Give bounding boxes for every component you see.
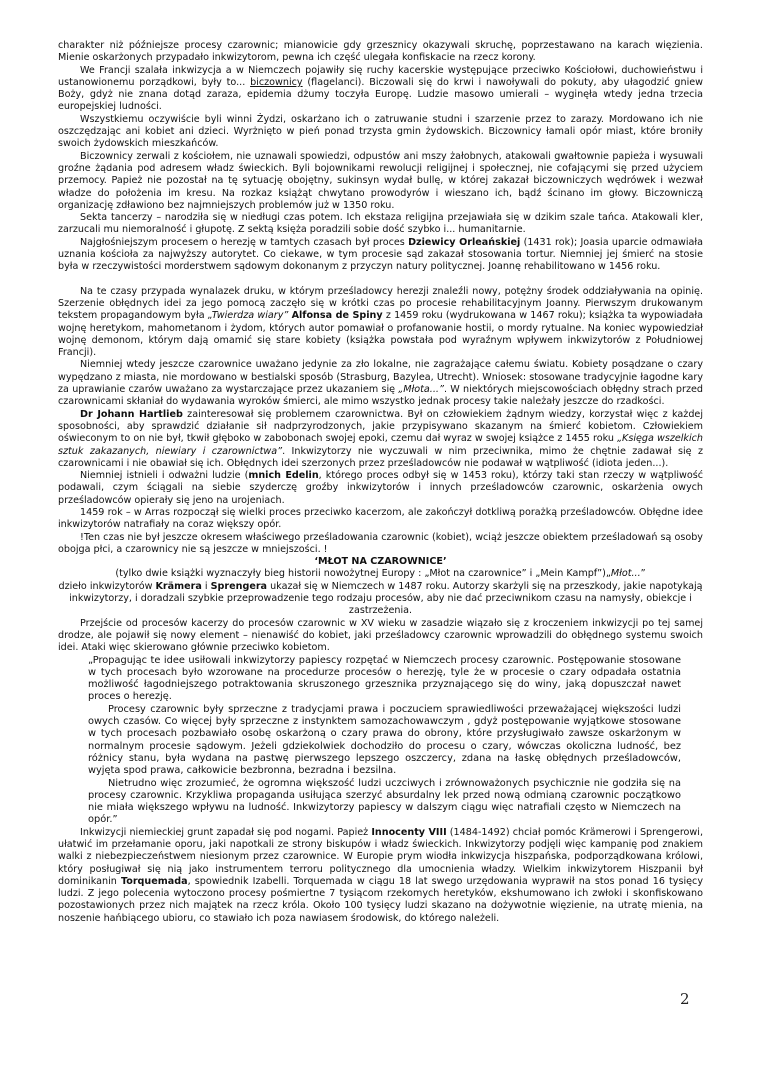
text-run: Wszystkiemu oczywiście byli winni Żydzi, oskarżano ich o zatruwanie studni i szarzenie przez to zarazy. Mordowano ich nie oszczędzając ani kobiet ani dzieci. Wyrżnięto w pień ponad trzysta gmin żydowskich. Biczownicy łamali opór miast, które broniły swoich żydowskich mieszkańców. (58, 113, 703, 150)
paragraph (58, 151, 703, 212)
paragraph (88, 778, 681, 827)
paragraph (58, 409, 703, 470)
text-run: Sekta tancerzy – narodziła się w niedługi czas potem. Ich ekstaza religijna przejawiała się w dzikim szale tańca. Atakowali kler, zarzucali mu niemoralność i głupotę. Z sektą księża poradzili sobie dość szybko i... humanitarnie. (58, 212, 703, 236)
text-run: dzieło inkwizytorów (58, 580, 156, 592)
bold-text: Sprengera (210, 580, 268, 592)
text-run: (1484-1492) chciał pomóc Krämerowi i Sprengerowi, ułatwić im przełamanie oporu, jaki napotkali ze strony biskupów i władz świeckich. Inkwizytorzy podjęli więc kampanię pod znakiem walki z niebezpieczeństwem niesionym przez czarownice. W Europie prym wiodła inkwizycja hiszpańska, podporządkowana królowi, który posługiwał się nią jako instrumentem terroru politycznego dla umocnienia władzy. Wielkim inkwizytorem Hiszpanii był dominikanin (58, 826, 703, 887)
text-run: Procesy czarownic były sprzeczne z tradycjami prawa i poczuciem sprawiedliwości przeważającej większości ludzi owych czasów. Co więcej były sprzeczne z instynktem samozachowawczym , gdyż postępowanie wyjątkowe stosowane w tych procesach pozbawiało osobę oskarżoną o czary prawa do obrony, które przysługiwało zawsze oskarżonym w normalnym procesie sądowym. Jeżeli gdziekolwiek dochodziło do procesu o czary, wówczas okoliczna ludność, bez różnicy stanu, była wydana na pastwę pierwszego lepszego oszczercy, zdana na łaskę obłędnych prześladowców, wyjęta spod prawa, całkowicie bezbronna, bezradna i bezsilna. (88, 703, 681, 777)
italic-text: Młot... (610, 568, 641, 580)
paragraph (58, 568, 703, 580)
bold-text: mnich Edelin (248, 470, 319, 482)
bold-text: ‘MŁOT NA CZAROWNICE’ (314, 556, 447, 568)
text-run: (1431 rok); Joasia uparcie odmawiała uznania kościoła za najwyższy autorytet. Co ciekawe, w tym procesie sąd zakazał stosowania tortur. Niemniej jej śmierć na stosie była w rzeczywistości morderstwem sądowym dokonanym z przyczyn natury politycznej. Joannę rehabilitowano w 1456 roku. (58, 236, 703, 273)
text-run: zainteresował się problemem czarownictwa. Był on człowiekiem żądnym wiedzy, korzystał więc z każdej sposobności, aby sprawdzić działanie sił nadprzyrodzonych, jakie przypisywano skazanym na śmierć kobietom. Człowiekiem oświeconym to on nie był, tkwił głęboko w zabobonach swojej epoki, czemu dał wyraz w swojej książce z 1455 roku (58, 408, 703, 445)
paragraph (58, 618, 703, 655)
bold-text: Innocenty VIII (371, 826, 447, 838)
paragraph (58, 212, 703, 237)
text-run: i (201, 580, 211, 592)
bold-text: Torquemada (120, 875, 188, 887)
paragraph (58, 470, 703, 507)
text-run: . Inkwizytorzy nie wyczuwali w nim przeciwnika, mimo że chętnie zadawał się z czarownicami i nie obawiał się ich. Obłędnych idei szerzonych przez prześladowców nie podawał w wątpliwość (idiota jeden...). (58, 445, 703, 469)
paragraph (58, 581, 703, 618)
paragraph (88, 655, 681, 704)
paragraph (58, 40, 703, 65)
italic-text: „Twierdza wiary” (207, 310, 289, 322)
text-run: Nietrudno więc zrozumieć, że ogromna większość ludzi uczciwych i zrównoważonych psychicznie nie godziła się na procesy czarownic. Krzykliwa propaganda usiłująca szerzyć absurdalny lek przed nową odmianą czarownic początkowo nie miała większego wpływu na ludność. Inkwizytorzy papiescy w dalszym ciągu więc natrafiali często w Niemczech na opór.” (88, 777, 681, 826)
page-number: 2 (680, 990, 690, 1008)
text-run: Na te czasy przypada wynalazek druku, w którym prześladowcy herezji znaleźli nowy, potężny środek oddziaływania na opinię. Szerzenie obłędnych idei za jego pomocą zaczęło się w krótki czas po procesie rehabilitacyjnym Joanny. Pierwszym drukowanym tekstem propagandowym była (58, 285, 703, 322)
italic-text: „Młota...” (398, 384, 444, 396)
text-run: Biczownicy zerwali z kościołem, nie uznawali spowiedzi, odpustów ani mszy żałobnych, atakowali gwałtownie papieża i wysuwali groźne żądania pod adresem władz świeckich. Byli bojownikami rewolucji religijnej i społecznej, nie cofającymi się przed użyciem przemocy. Papież nie pozostał na tę sytuację obojętny, sukinsyn wydał bullę, w której zakazał biczowniczych wędrówek i wezwał władze do położenia im kresu. Na rozkaz książąt chwytano prowodyrów i wieszano ich, bądź ścinano im głowy. Biczowniczą organizację zdławiono bez najmniejszych problemów już w 1350 roku. (58, 150, 703, 211)
text-run: (flagelanci). Biczowali się do krwi i nawoływali do pokuty, aby ułagodzić gniew Boży, gdyż nie znana dotąd zaraza, epidemia dżumy toczyła Europę. Ludzie masowo umierali – wyginęła wtedy jedna trzecia europejskiej ludności. (58, 76, 703, 113)
paragraph (58, 556, 703, 568)
bold-text: Alfonsa de Spiny (291, 310, 383, 322)
document-page (58, 40, 703, 925)
italic-text: „Księga wszelkich sztuk zakazanych, niewiary i czarownictwa” (58, 433, 704, 457)
text-run: Niemniej istnieli i odważni ludzie ( (80, 470, 249, 482)
text-run: We Francji szalała inkwizycja a w Niemczech pojawiły się ruchy kacerskie występujące przeciwko Kościołowi, duchowieństwu i ustanowionemu porządkowi, były to... (58, 64, 703, 88)
text-run: , którego proces odbył się w 1453 roku), którzy taki stan rzeczy w wątpliwość podawali, czym ściągali na siebie szyderczę groźby inkwizytorów i innych prześladowców czarownic, oskarżenia owych prześladowców opierały się jeno na urojeniach. (58, 470, 704, 506)
paragraph (58, 286, 703, 360)
text-run: Najgłośniejszym procesem o herezję w tamtych czasach był proces (80, 236, 409, 248)
paragraph (88, 704, 681, 778)
paragraph (58, 237, 703, 274)
text-run: Przejście od procesów kacerzy do procesów czarownic w XV wieku w zasadzie wiązało się z kroczeniem inkwizycji po tej samej drodze, ale pojawił się nowy element – nienawiść do kobiet, jaki prześladowcy czarownic wprowadzili do obłędnego systemu swoich idei. Ataki więc skierowano głównie przeciwko kobietom. (58, 617, 703, 654)
paragraph (58, 532, 703, 557)
text-run: „Propagując te idee usiłowali inkwizytorzy papiescy rozpętać w Niemczech procesy czarownic. Postępowanie stosowane w tych procesach było wzorowane na procedurze procesów o herezję, tyle że w procesie o czary odpadała ostatnia możliwość łagodniejszego potraktowania skruszonego grzesznika przyznającego się do winy, jaką dopuszczał nawet proces o herezję. (88, 654, 681, 703)
text-run: (tylko dwie książki wyznaczyły bieg historii nowożytnej Europy : „Młot na czarownice” i „Mein Kampf”)„ (115, 568, 611, 580)
paragraph (58, 114, 703, 151)
paragraph (58, 65, 703, 114)
text-run: ” (640, 568, 646, 580)
paragraph (58, 507, 703, 532)
paragraph (58, 359, 703, 408)
text-run: z 1459 roku (wydrukowana w 1467 roku); książka ta wypowiadała wojnę heretykom, mahometanom i żydom, których autor pomawiał o profanowanie hostii, o mordy rytualne. Na koniec wypowiedział wojnę demonom, którym dają omamić się stare kobiety (książka powstała pod wyraźnym wpływem inkwizytorów z Południowej Francji). (58, 310, 703, 359)
text-run: Niemniej wtedy jeszcze czarownice uważano jedynie za zło lokalne, nie zagrażające całemu światu. Kobiety posądzane o czary wypędzano z miasta, nie mordowano w bestialski sposób (Strasburg, Bazylea, Utrecht). Wniosek: stosowane tradycyjnie łagodne kary za uprawianie czarów uważano za wystarczające przez ukazaniem się (58, 359, 703, 396)
bold-text: Krämera (155, 580, 202, 592)
text-run: ukazał się w Niemczech w 1487 roku. Autorzy skarżyli się na przeszkody, jakie napotykają inkwizytorzy, i doradzali szybkie przeprowadzenie tego rodzaju procesów, aby nie dać przeciwnikom czasu na namysły, obiekcje i zastrzeżenia. (69, 580, 703, 617)
underlined-text: biczownicy (250, 76, 303, 88)
text-run: , spowiednik Izabelli. Torquemada w ciągu 18 lat swego urzędowania wyprawił na stos ponad 16 tysięcy ludzi. Z jego polecenia wytoczono procesy pośmiertne 7 tysiącom rzekomych heretyków, ekshumowano ich zwłoki i skonfiskowano pozostawionych przez nich majątek na rzecz króla. Około 100 tysięcy ludzi skazano na dożywotnie więzienie, na utratę mienia, na noszenie hańbiącego ubioru, co stawiało ich poza nawiasem środowisk, do którego należeli. (58, 875, 704, 924)
text-run: 1459 rok – w Arras rozpoczął się wielki proces przeciwko kacerzom, ale zakończył dotkliwą porażką prześladowców. Obłędne idee inkwizytorów natrafiały na coraz większy opór. (58, 506, 703, 531)
text-run: !Ten czas nie był jeszcze okresem właściwego prześladowania czarownic (kobiet), wciąż jeszcze obiektem prześladowań są osoby obojga płci, a czarownicy nie są jeszcze w mniejszości. ! (58, 531, 703, 555)
text-run: . W niektórych miejscowościach obłędny strach przed czarownicami skłaniał do wydawania wyroków śmierci, ale mimo wszystko jednak procesy takie należały jeszcze do rzadkości. (58, 384, 703, 408)
text-run: Inkwizycji niemieckiej grunt zapadał się pod nogami. Papież (80, 826, 372, 838)
bold-text: Dziewicy Orleańskiej (408, 236, 521, 248)
paragraph (58, 827, 703, 925)
text-run: charakter niż późniejsze procesy czarownic; mianowicie gdy grzesznicy okazywali skruchę, poprzestawano na karach więzienia. Mienie oskarżonych przypadało inkwizytorom, pewna ich część ulegała konfiskacie na rzecz korony. (58, 40, 703, 64)
bold-text: Dr Johann Hartlieb (80, 408, 183, 420)
